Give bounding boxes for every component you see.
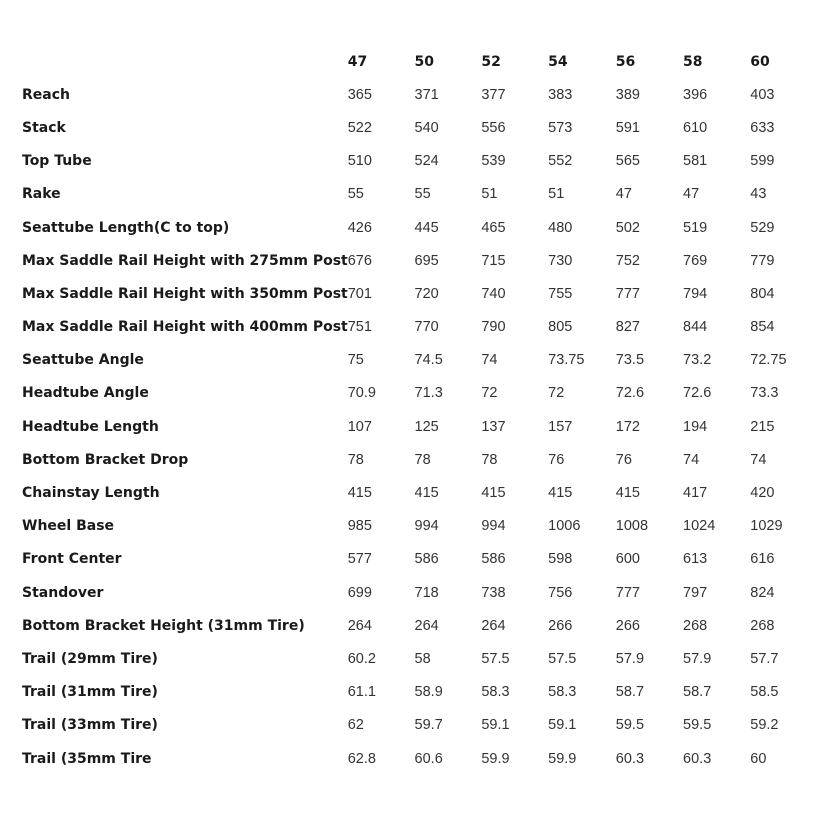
table-cell: 47 <box>683 186 700 203</box>
table-cell: 57.9 <box>615 650 645 667</box>
table-cell: 55 <box>414 186 431 203</box>
table-cell: 72.6 <box>615 385 645 402</box>
table-cell: 60 <box>750 750 767 767</box>
table-cell: 107 <box>347 418 372 435</box>
row-label: Chainstay Length <box>22 485 160 502</box>
table-cell: 586 <box>481 551 506 568</box>
table-cell: 74.5 <box>414 352 443 369</box>
table-cell: 556 <box>481 119 506 136</box>
row-label: Rake <box>22 186 61 203</box>
table-cell: 465 <box>481 219 506 236</box>
table-cell: 59.1 <box>548 717 577 734</box>
row-label: Max Saddle Rail Height with 275mm Post <box>22 252 348 269</box>
table-cell: 72.6 <box>683 385 712 402</box>
table-cell: 740 <box>481 285 506 302</box>
table-cell: 769 <box>683 252 708 269</box>
table-cell: 633 <box>750 119 775 136</box>
table-cell: 426 <box>347 219 372 236</box>
table-header <box>22 45 818 78</box>
table-cell: 72 <box>548 385 565 402</box>
table-cell: 480 <box>548 219 573 236</box>
table-row <box>22 443 818 476</box>
table-cell: 752 <box>615 252 640 269</box>
table-row <box>22 742 818 775</box>
table-cell: 994 <box>481 518 506 535</box>
table-cell: 157 <box>548 418 573 435</box>
table-cell: 59.7 <box>414 717 443 734</box>
table-cell: 600 <box>615 551 640 568</box>
table-cell: 58.9 <box>414 684 443 701</box>
row-label: Trail (31mm Tire) <box>22 684 158 701</box>
table-cell: 62.8 <box>347 750 376 767</box>
table-cell: 1008 <box>615 518 649 535</box>
table-cell: 616 <box>750 551 775 568</box>
table-cell: 59.1 <box>481 717 510 734</box>
table-cell: 777 <box>615 285 640 302</box>
table-cell: 76 <box>615 451 632 468</box>
table-cell: 268 <box>683 617 708 634</box>
table-row <box>22 344 818 377</box>
table-cell: 365 <box>347 86 372 103</box>
size-header: 58 <box>683 53 703 70</box>
table-cell: 61.1 <box>347 684 376 701</box>
table-cell: 73.5 <box>615 352 645 369</box>
table-cell: 1024 <box>683 518 716 535</box>
table-cell: 51 <box>481 186 498 203</box>
row-label: Top Tube <box>22 153 92 170</box>
table-cell: 445 <box>414 219 439 236</box>
table-cell: 264 <box>481 617 506 634</box>
row-label: Bottom Bracket Height (31mm Tire) <box>22 617 305 634</box>
table-cell: 539 <box>481 153 506 170</box>
table-cell: 695 <box>414 252 439 269</box>
table-cell: 502 <box>615 219 640 236</box>
size-header: 52 <box>481 53 501 70</box>
table-cell: 794 <box>683 285 708 302</box>
table-cell: 613 <box>683 551 708 568</box>
table-cell: 854 <box>750 319 775 336</box>
table-cell: 137 <box>481 418 506 435</box>
size-header: 60 <box>750 53 770 70</box>
table-cell: 790 <box>481 319 506 336</box>
table-cell: 994 <box>414 518 439 535</box>
table-cell: 60.2 <box>347 650 376 667</box>
table-cell: 264 <box>347 617 372 634</box>
table-cell: 824 <box>750 584 775 601</box>
table-cell: 510 <box>347 153 372 170</box>
table-cell: 598 <box>548 551 573 568</box>
table-cell: 699 <box>347 584 372 601</box>
table-cell: 71.3 <box>414 385 443 402</box>
table-cell: 730 <box>548 252 573 269</box>
row-label: Headtube Angle <box>22 385 149 402</box>
table-cell: 57.7 <box>750 650 779 667</box>
table-cell: 522 <box>347 119 372 136</box>
table-cell: 72 <box>481 385 498 402</box>
header-corner <box>22 45 348 78</box>
table-cell: 268 <box>750 617 775 634</box>
table-cell: 599 <box>750 153 775 170</box>
table-cell: 415 <box>615 485 640 502</box>
table-cell: 1006 <box>548 518 581 535</box>
table-row <box>22 145 818 178</box>
table-cell: 76 <box>548 451 565 468</box>
table-row <box>22 244 818 277</box>
table-cell: 125 <box>414 418 439 435</box>
table-cell: 985 <box>347 518 372 535</box>
table-cell: 78 <box>347 451 364 468</box>
table-row <box>22 476 818 509</box>
table-cell: 756 <box>548 584 573 601</box>
table-cell: 264 <box>414 617 439 634</box>
row-label: Seattube Length(C to top) <box>22 219 230 236</box>
table-cell: 1029 <box>750 518 783 535</box>
row-label: Max Saddle Rail Height with 400mm Post <box>22 319 348 336</box>
table-cell: 738 <box>481 584 506 601</box>
table-cell: 420 <box>750 485 775 502</box>
row-label: Trail (33mm Tire) <box>22 717 158 734</box>
table-cell: 58.7 <box>683 684 712 701</box>
row-label: Trail (29mm Tire) <box>22 650 158 667</box>
table-row <box>22 311 818 344</box>
table-cell: 581 <box>683 153 708 170</box>
table-cell: 73.2 <box>683 352 712 369</box>
table-row <box>22 178 818 211</box>
table-cell: 57.5 <box>481 650 510 667</box>
row-label: Seattube Angle <box>22 352 144 369</box>
table-cell: 389 <box>615 86 640 103</box>
table-row <box>22 78 818 111</box>
table-cell: 529 <box>750 219 775 236</box>
table-cell: 62 <box>347 717 364 734</box>
table-cell: 804 <box>750 285 775 302</box>
table-cell: 72.75 <box>750 352 787 369</box>
table-cell: 59.5 <box>683 717 712 734</box>
row-label: Trail (35mm Tire <box>22 750 152 767</box>
table-cell: 51 <box>548 186 565 203</box>
table-cell: 55 <box>347 186 364 203</box>
table-cell: 58.3 <box>481 684 510 701</box>
table-cell: 827 <box>615 319 640 336</box>
size-header: 50 <box>414 53 435 70</box>
table-cell: 701 <box>347 285 372 302</box>
table-cell: 720 <box>414 285 439 302</box>
table-cell: 59.5 <box>615 717 645 734</box>
table-cell: 586 <box>414 551 439 568</box>
table-cell: 415 <box>481 485 506 502</box>
table-cell: 75 <box>347 352 364 369</box>
row-label: Wheel Base <box>22 518 115 535</box>
table-cell: 58.3 <box>548 684 577 701</box>
table-cell: 74 <box>750 451 767 468</box>
table-cell: 73.3 <box>750 385 779 402</box>
table-cell: 58.5 <box>750 684 779 701</box>
table-cell: 540 <box>414 119 439 136</box>
table-cell: 524 <box>414 153 439 170</box>
table-row <box>22 676 818 709</box>
table-cell: 552 <box>548 153 573 170</box>
table-cell: 59.2 <box>750 717 779 734</box>
table-cell: 377 <box>481 86 506 103</box>
table-cell: 718 <box>414 584 439 601</box>
table-cell: 59.9 <box>481 750 510 767</box>
table-cell: 266 <box>548 617 573 634</box>
row-label: Headtube Length <box>22 418 159 435</box>
table-cell: 573 <box>548 119 573 136</box>
table-cell: 396 <box>683 86 708 103</box>
table-cell: 73.75 <box>548 352 585 369</box>
table-row <box>22 377 818 410</box>
table-row <box>22 510 818 543</box>
table-cell: 57.9 <box>683 650 712 667</box>
row-label: Max Saddle Rail Height with 350mm Post <box>22 285 348 302</box>
table-cell: 805 <box>548 319 573 336</box>
table-row <box>22 410 818 443</box>
table-cell: 751 <box>347 319 372 336</box>
table-cell: 371 <box>414 86 439 103</box>
table-cell: 676 <box>347 252 372 269</box>
table-cell: 74 <box>481 352 498 369</box>
table-cell: 58 <box>414 650 431 667</box>
table-cell: 577 <box>347 551 372 568</box>
table-cell: 779 <box>750 252 775 269</box>
row-label: Reach <box>22 86 70 103</box>
table-row <box>22 111 818 144</box>
size-header-row <box>22 45 818 78</box>
table-cell: 591 <box>615 119 640 136</box>
table-cell: 57.5 <box>548 650 577 667</box>
table-cell: 519 <box>683 219 708 236</box>
table-cell: 755 <box>548 285 573 302</box>
table-cell: 60.3 <box>615 750 645 767</box>
table-cell: 770 <box>414 319 439 336</box>
table-cell: 215 <box>750 418 775 435</box>
size-header: 56 <box>615 53 636 70</box>
geometry-table <box>22 45 818 775</box>
table-cell: 172 <box>615 418 640 435</box>
table-cell: 715 <box>481 252 506 269</box>
table-row <box>22 709 818 742</box>
table-row <box>22 609 818 642</box>
size-header: 54 <box>548 53 568 70</box>
table-cell: 60.6 <box>414 750 443 767</box>
table-cell: 266 <box>615 617 640 634</box>
table-row <box>22 576 818 609</box>
row-label: Bottom Bracket Drop <box>22 451 189 468</box>
table-cell: 415 <box>414 485 439 502</box>
table-cell: 565 <box>615 153 640 170</box>
table-cell: 797 <box>683 584 708 601</box>
table-row <box>22 543 818 576</box>
table-cell: 415 <box>347 485 372 502</box>
table-row <box>22 277 818 310</box>
row-label: Standover <box>22 584 104 601</box>
table-row <box>22 211 818 244</box>
table-row <box>22 642 818 675</box>
table-body <box>22 78 818 775</box>
table-cell: 610 <box>683 119 708 136</box>
table-cell: 415 <box>548 485 573 502</box>
table-cell: 47 <box>615 186 632 203</box>
table-cell: 58.7 <box>615 684 645 701</box>
table-cell: 59.9 <box>548 750 577 767</box>
table-cell: 417 <box>683 485 708 502</box>
table-cell: 78 <box>481 451 498 468</box>
row-label: Stack <box>22 119 66 136</box>
table-cell: 60.3 <box>683 750 712 767</box>
table-cell: 78 <box>414 451 431 468</box>
table-cell: 74 <box>683 451 700 468</box>
size-header: 47 <box>347 53 368 70</box>
table-cell: 844 <box>683 319 708 336</box>
table-cell: 383 <box>548 86 573 103</box>
table-cell: 194 <box>683 418 708 435</box>
table-cell: 70.9 <box>347 385 376 402</box>
table-cell: 403 <box>750 86 775 103</box>
table-cell: 43 <box>750 186 767 203</box>
row-label: Front Center <box>22 551 122 568</box>
table-cell: 777 <box>615 584 640 601</box>
